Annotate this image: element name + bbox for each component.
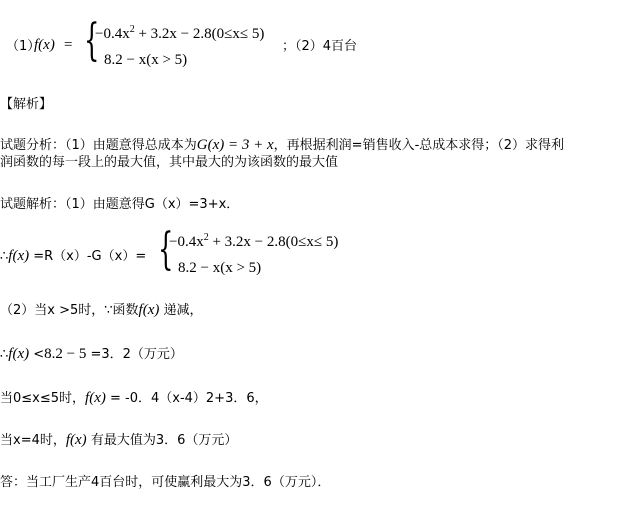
solution-brace: { xyxy=(158,224,174,275)
solution-line-1: 试题解析：（1）由题意得G（x）=3+x． xyxy=(0,197,240,212)
answer-case-2: 8.2 − x(x > 5) xyxy=(104,52,188,68)
solution-line-5: 当0≤x≤5时，f(x) = -0．4（x-4）2+3．6， xyxy=(0,390,268,406)
answer-part2: ；（2）4百台 xyxy=(282,39,358,54)
solution-case-1: $-0.4x^2 + 3.2x - 2.8(0\le x\le 5)$ xyxy=(169,232,339,250)
analysis-line-1: 试题分析：（1）由题意得总成本为G(x) = 3 + x，再根据利润=销售收入-总成本求得；（2）求得利 xyxy=(0,137,565,153)
solution-line-3: （2）当x >5时，∵函数f(x) 递减， xyxy=(0,302,203,318)
answer-fx: f(x) xyxy=(34,37,55,53)
solution-case-2: 8.2 − x(x > 5) xyxy=(178,260,262,276)
answer-brace: { xyxy=(84,15,100,66)
answer-case-1: $-0.4x^2 + 3.2x - 2.8(0\le x\le 5)$ xyxy=(95,24,265,42)
answer-part1-label: （1） xyxy=(6,39,41,54)
solution-line-6: 当x=4时，f(x) 有最大值为3．6（万元） xyxy=(0,432,238,448)
analysis-line-2: 润函数的每一段上的最大值，其中最大的为该函数的最大值 xyxy=(0,155,339,170)
solution-line-4: ∴f(x) <8.2 − 5 =3．2（万元） xyxy=(0,346,183,362)
answer-equals: = xyxy=(64,37,73,53)
solution-conclusion: 答：当工厂生产4百台时，可使赢利最大为3．6（万元）． xyxy=(0,475,331,490)
section-title: 【解析】 xyxy=(0,97,53,112)
solution-line-2: ∴f(x) =R（x）-G（x）= xyxy=(0,248,147,264)
